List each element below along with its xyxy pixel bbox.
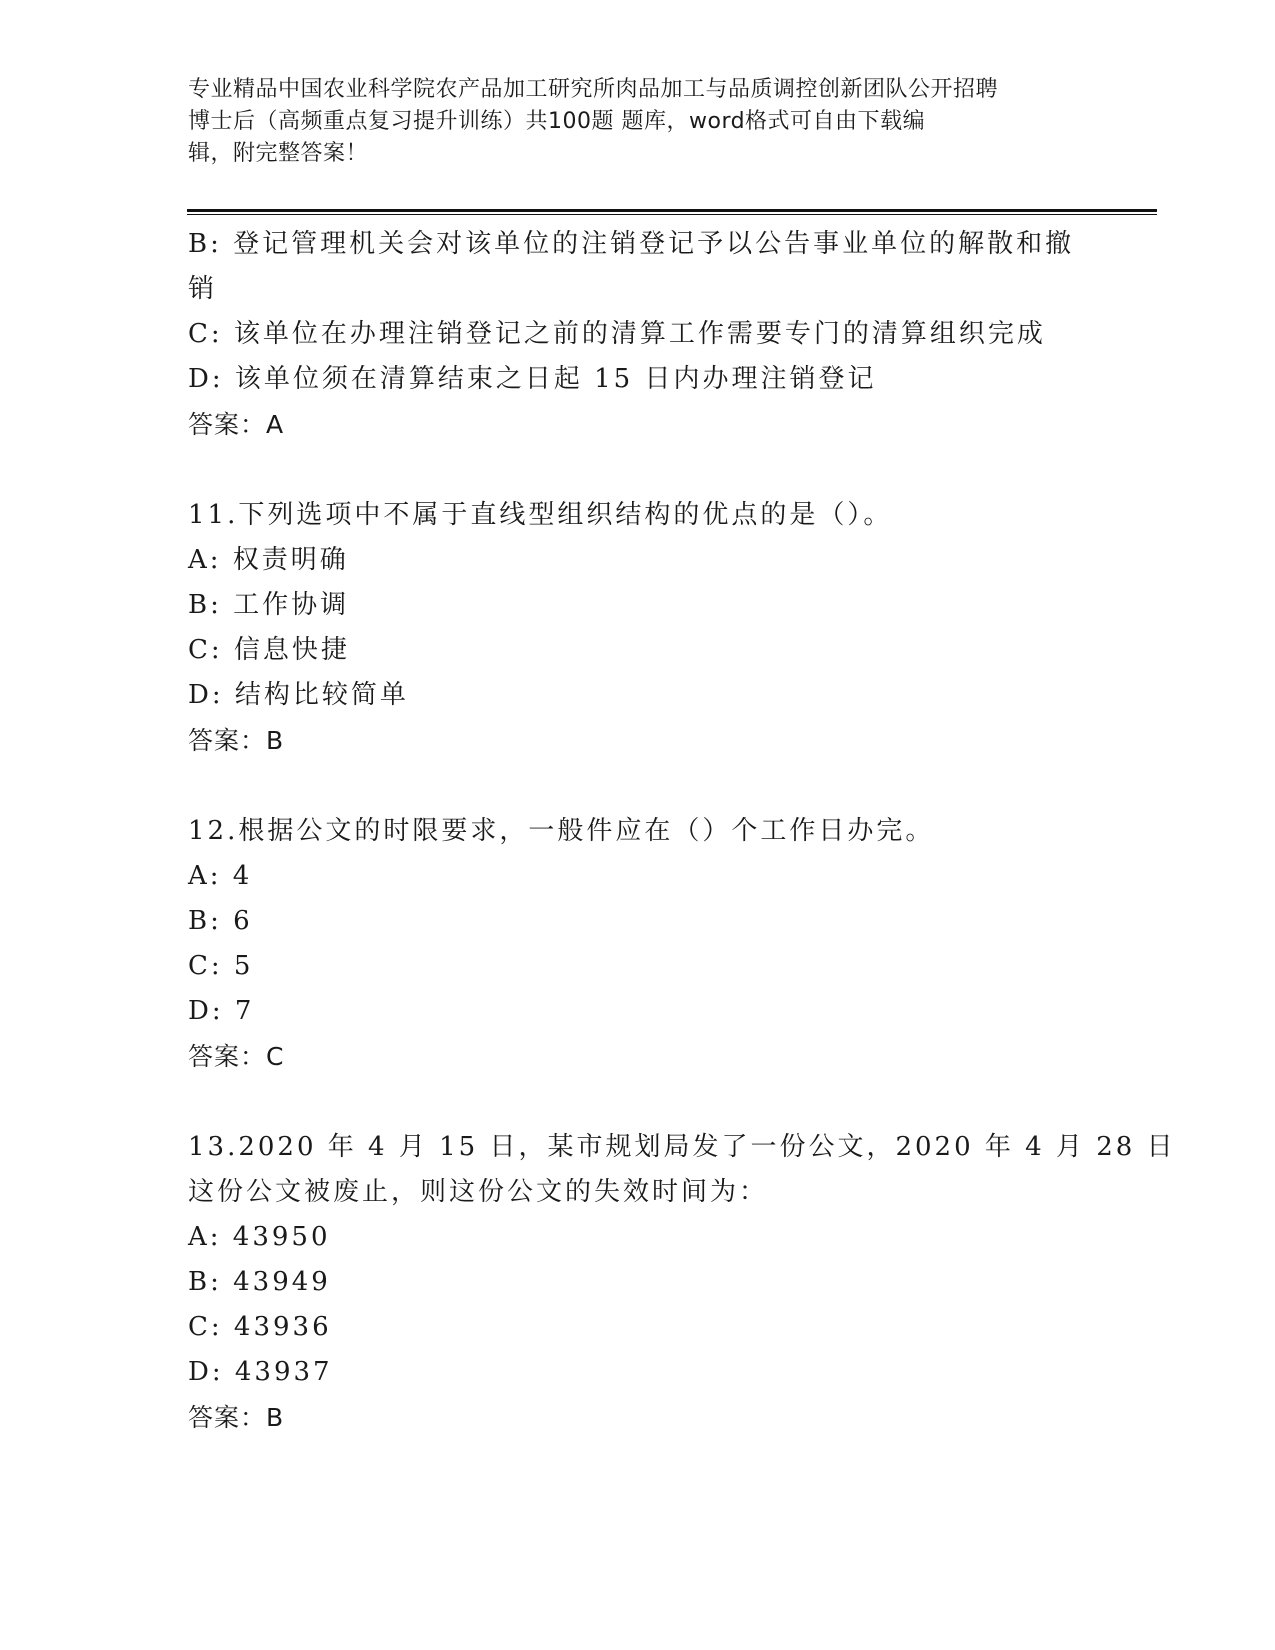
q13-option-b: B: 43949 [188,1267,331,1297]
q11-option-a: A: 权责明确 [188,545,349,575]
q10-option-d: D: 该单位须在清算结束之日起 15 日内办理注销登记 [188,364,877,394]
q10-option-b-line-2: 销 [188,274,218,304]
q12-option-c: C: 5 [188,951,254,981]
question-12 [188,809,1088,1079]
q12-stem: 12.根据公文的时限要求，一般件应在（）个工作日办完。 [188,816,935,846]
q11-option-d: D: 结构比较简单 [188,680,409,710]
header-line-3: 辑，附完整答案！ [188,141,369,166]
q10-answer: 答案：A [188,410,285,439]
header-divider-thick [187,209,1157,212]
q13-option-a: A: 43950 [188,1222,331,1252]
q13-option-d: D: 43937 [188,1357,333,1387]
q11-stem: 11.下列选项中不属于直线型组织结构的优点的是（）。 [188,500,893,530]
question-13 [188,1125,1176,1440]
q12-option-d: D: 7 [188,996,255,1026]
q12-option-a: A: 4 [188,861,253,891]
q11-option-b: B: 工作协调 [188,590,350,620]
spacer [188,763,1088,809]
q12-answer: 答案：C [188,1042,285,1071]
spacer [188,447,1088,493]
q11-option-c: C: 信息快捷 [188,635,350,665]
q10-option-b-line-1: B: 登记管理机关会对该单位的注销登记予以公告事业单位的解散和撤 [188,229,1075,259]
spacer [188,1079,1088,1125]
question-10 [188,222,1088,447]
q13-answer: 答案：B [188,1403,285,1432]
q13-stem-line-1: 13.2020 年 4 月 15 日，某市规划局发了一份公文，2020 年 4 月 28 日 [188,1132,1176,1162]
q13-option-c: C: 43936 [188,1312,332,1342]
question-list [188,222,1176,1440]
q10-option-c: C: 该单位在办理注销登记之前的清算工作需要专门的清算组织完成 [188,319,1046,349]
q13-stem-line-2: 这份公文被废止，则这份公文的失效时间为： [188,1177,769,1207]
q12-option-b: B: 6 [188,906,253,936]
header-line-1: 专业精品中国农业科学院农产品加工研究所肉品加工与品质调控创新团队公开招聘 [188,77,999,102]
question-11 [188,493,1088,763]
header-line-2: 博士后（高频重点复习提升训练）共100题 题库，word格式可自由下载编 [188,109,926,134]
q11-answer: 答案：B [188,726,285,755]
document-header [188,74,1088,170]
header-divider-thin [187,214,1157,215]
